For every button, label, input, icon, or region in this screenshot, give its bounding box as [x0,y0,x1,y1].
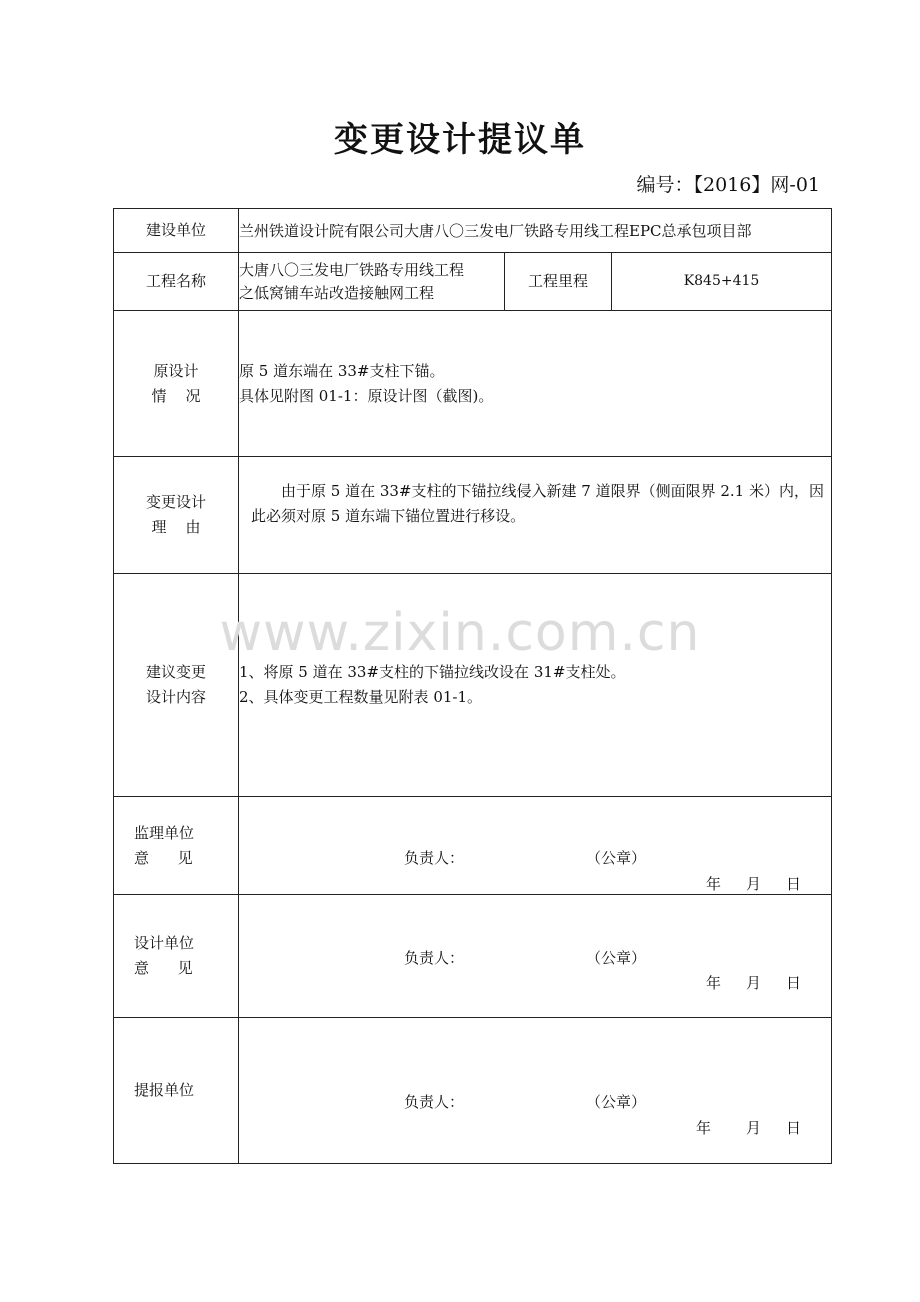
project-name-value [239,253,505,311]
design-month: 月 [746,974,762,992]
original-design-label [114,311,239,457]
change-reason-label-line-1: 变更设计 [145,493,206,511]
design-unit-label-line-1: 设计单位 [134,934,195,952]
submitter-seal: （公章） [586,1093,647,1111]
supervision-label [114,797,239,895]
owner-value: 兰州铁道设计院有限公司大唐八〇三发电厂铁路专用线工程EPC总承包项目部 [239,209,832,253]
document-number: 编号：【2016】网-01 [636,174,820,196]
supervision-opinion-area [239,797,831,894]
supervision-seal: （公章） [586,849,647,867]
submitter-responsible: 负责人： [404,1093,465,1111]
proposal-content [239,574,832,797]
submitter-opinion-cell [239,1018,832,1164]
watermark: www.zixin.com.cn [219,603,701,663]
original-design-line-2: 具体见附图 01-1：原设计图（截图)。 [239,386,494,405]
change-reason-text: 由于原 5 道在 33#支柱的下锚拉线侵入新建 7 道限界（侧面限界 2.1 米）内，因此必须对原 5 道东端下锚位置进行移设。 [251,482,824,525]
project-name-line-1: 大唐八〇三发电厂铁路专用线工程 [239,260,465,279]
change-reason-label [114,457,239,574]
submitter-month: 月 [746,1119,762,1137]
original-design-label-line-1: 原设计 [153,361,199,380]
design-responsible: 负责人： [404,949,465,967]
submitter-year: 年 [696,1119,712,1137]
supervision-opinion-cell [239,797,832,895]
supervision-responsible: 负责人： [404,849,465,867]
design-opinion-cell [239,895,832,1018]
row-original-design [114,311,832,457]
owner-label: 建设单位 [114,209,239,253]
proposal-label-line-2: 设计内容 [145,688,206,706]
mileage-value: K845+415 [612,253,832,311]
submitter-label: 提报单位 [114,1018,239,1164]
design-unit-label [114,895,239,1018]
design-opinion-area [239,895,831,1017]
row-change-reason [114,457,832,574]
submitter-day: 日 [786,1119,802,1137]
mileage-label: 工程里程 [505,253,612,311]
submitter-opinion-area [239,1018,831,1163]
proposal-line-2: 2、具体变更工程数量见附表 01-1。 [239,688,483,706]
row-proposal [114,574,832,797]
proposal-label-line-1: 建议变更 [145,663,206,681]
design-unit-label-line-2: 意 见 [134,959,193,977]
change-reason-cell [239,457,832,574]
project-name-line-2: 之低窝铺车站改造接触网工程 [239,283,435,302]
design-seal: （公章） [586,949,647,967]
original-design-label-line-2: 情 况 [151,386,201,405]
supervision-month: 月 [746,875,762,893]
supervision-label-line-2: 意 见 [134,848,193,867]
supervision-label-line-1: 监理单位 [134,823,195,842]
row-submitter [114,1018,832,1164]
original-design-line-1: 原 5 道东端在 33#支柱下锚。 [239,361,445,380]
row-supervision-opinion [114,797,832,895]
design-day: 日 [786,974,802,992]
proposal-line-1: 1、将原 5 道在 33#支柱的下锚拉线改设在 31#支柱处。 [239,663,626,681]
document-title: 变更设计提议单 [334,120,586,160]
row-project [114,253,832,311]
change-reason-label-line-2: 理 由 [151,518,201,536]
original-design-content [239,311,832,457]
supervision-day: 日 [786,875,802,893]
row-owner [114,209,832,253]
row-design-opinion [114,895,832,1018]
project-name-label: 工程名称 [114,253,239,311]
proposal-label [114,574,239,797]
change-proposal-form [113,208,832,1164]
design-year: 年 [706,974,722,992]
supervision-year: 年 [706,875,722,893]
